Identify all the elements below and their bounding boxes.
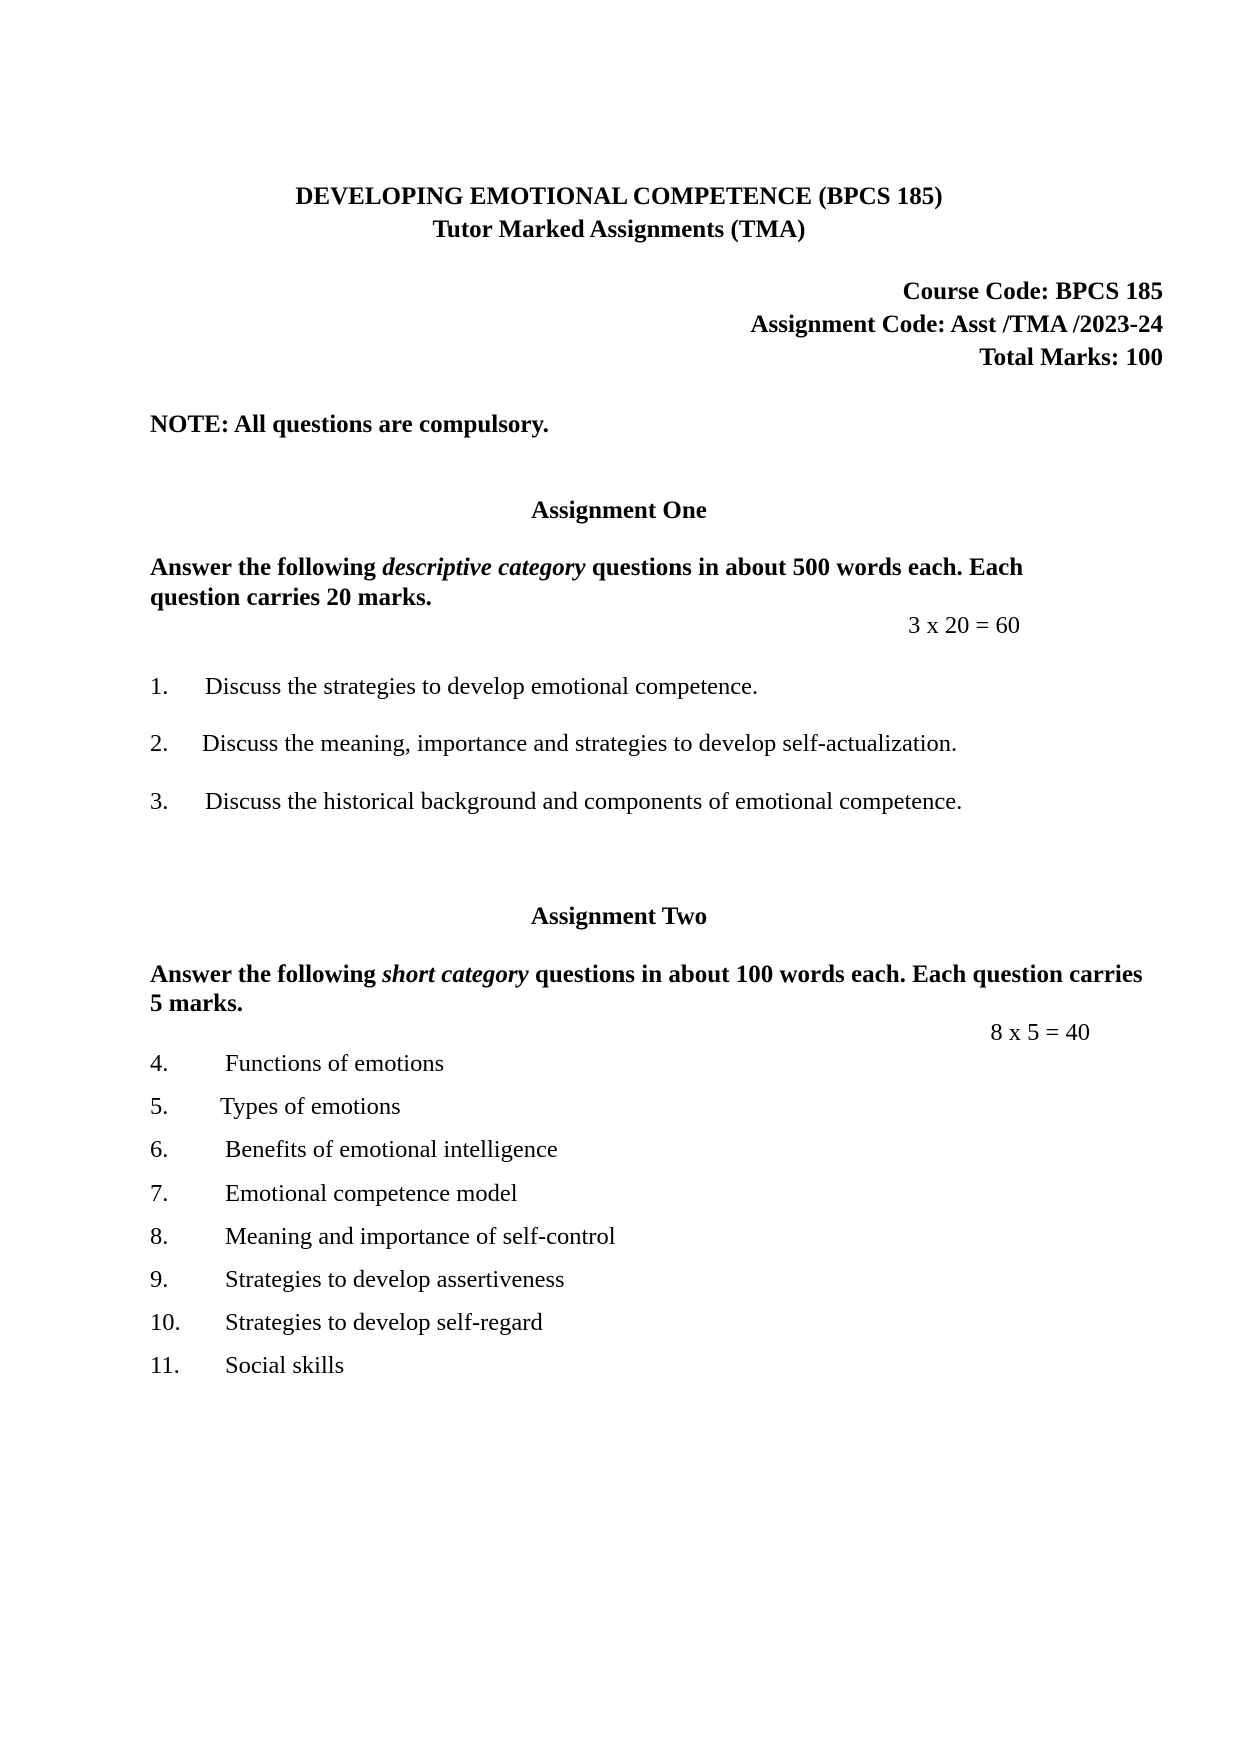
- question-text: Strategies to develop self-regard: [225, 1309, 543, 1336]
- assignment-two-marks: 8 x 5 = 40: [990, 1019, 1090, 1046]
- instruction-post: questions in about 100 words each. Each question carries: [528, 961, 1143, 988]
- question-number: 4.: [150, 1050, 169, 1077]
- question-text: Discuss the meaning, importance and strategies to develop self-actualization.: [202, 730, 958, 757]
- note-text: NOTE: All questions are compulsory.: [150, 411, 549, 438]
- document-subtitle: Tutor Marked Assignments (TMA): [432, 216, 806, 243]
- question-number: 8.: [150, 1223, 169, 1250]
- question-number: 1.: [150, 673, 169, 700]
- assignment-two-instruction: [150, 962, 1143, 987]
- question-number: 6.: [150, 1136, 169, 1163]
- instruction-category: descriptive category: [382, 554, 586, 581]
- question-number: 3.: [150, 788, 169, 815]
- question-text: Types of emotions: [220, 1093, 401, 1120]
- question-text: Discuss the strategies to develop emotional competence.: [205, 673, 759, 700]
- instruction-pre: Answer the following: [150, 554, 383, 581]
- assignment-one-marks: 3 x 20 = 60: [908, 612, 1020, 639]
- question-text: Discuss the historical background and components of emotional competence.: [205, 788, 963, 815]
- question-number: 7.: [150, 1180, 169, 1207]
- question-text: Functions of emotions: [225, 1050, 445, 1077]
- assignment-code: Assignment Code: Asst /TMA /2023-24: [750, 311, 1163, 338]
- course-code: Course Code: BPCS 185: [902, 278, 1163, 305]
- instruction-pre: Answer the following: [150, 961, 383, 988]
- assignment-two-heading: Assignment Two: [530, 903, 708, 930]
- question-text: Emotional competence model: [225, 1180, 518, 1207]
- document-title: DEVELOPING EMOTIONAL COMPETENCE (BPCS 185): [295, 183, 943, 210]
- total-marks: Total Marks: 100: [979, 344, 1163, 371]
- assignment-one-instruction-line2: question carries 20 marks.: [150, 584, 432, 611]
- question-text: Social skills: [225, 1352, 345, 1379]
- assignment-two-instruction-line2: 5 marks.: [150, 990, 244, 1017]
- assignment-one-heading: Assignment One: [531, 497, 707, 524]
- question-number: 10.: [150, 1309, 181, 1336]
- question-text: Strategies to develop assertiveness: [225, 1266, 565, 1293]
- assignment-one-instruction: [150, 555, 1023, 580]
- question-number: 11.: [150, 1352, 180, 1379]
- instruction-post: questions in about 500 words each. Each: [585, 554, 1024, 581]
- question-text: Meaning and importance of self-control: [225, 1223, 616, 1250]
- question-number: 2.: [150, 730, 169, 757]
- question-number: 5.: [150, 1093, 169, 1120]
- instruction-category: short category: [382, 961, 529, 988]
- question-text: Benefits of emotional intelligence: [225, 1136, 558, 1163]
- question-number: 9.: [150, 1266, 169, 1293]
